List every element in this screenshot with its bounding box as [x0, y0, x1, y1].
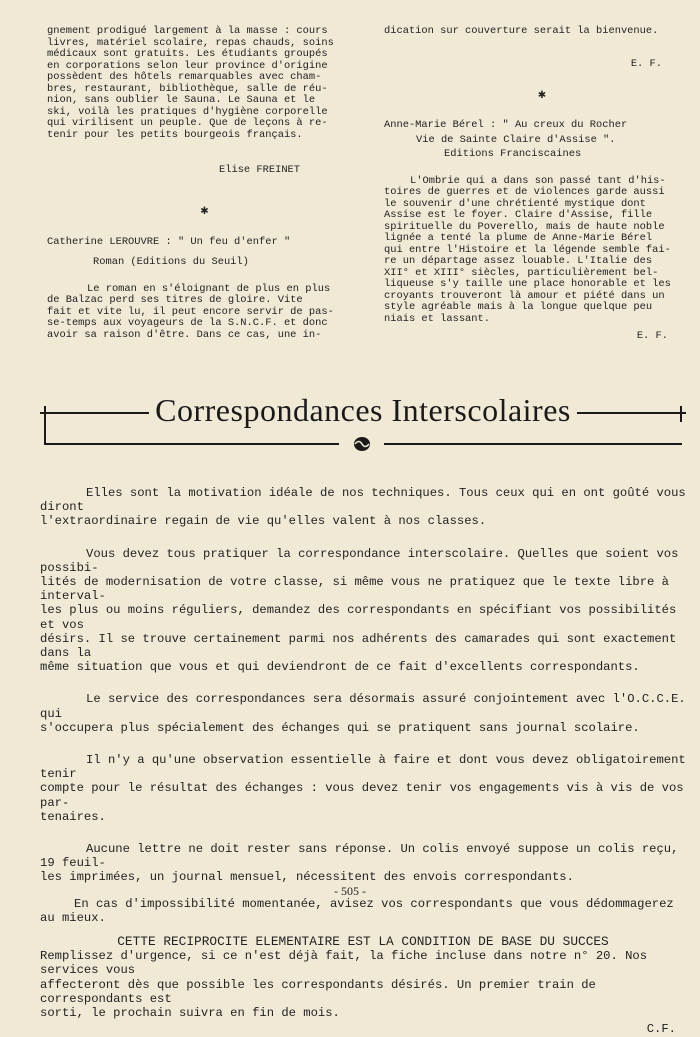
review-title: Vie de Sainte Claire d'Assise ".: [416, 133, 616, 146]
initials: E. F.: [636, 330, 668, 342]
review-title: Catherine LEROUVRE : " Un feu d'enfer ": [47, 235, 291, 248]
paragraph: Vous devez tous pratiquer la correspondance interscolaire. Quelles que soient vos possibi- lités de modernisation de votre classe, si même vous ne pratiquez que le texte libre à interval- les plus ou moins réguliers, demandez des correspondants en spécifiant vos possibilités et vos désirs. Il se trouve certainement parmi nos adhérents des camarades qui sont exactement dans la même situation que vous et qui deviendront de ce fait d'excellents correspondants.: [40, 546, 679, 675]
left-column: [47, 26, 362, 341]
paragraph: Remplissez d'urgence, si ce n'est déjà fait, la fiche incluse dans notre n° 20. Nos services vous affecteront dès que possible les correspondants désirés. Un premier train de correspondants est sorti, le prochain suivra en fin de mois.: [40, 949, 648, 1021]
review-publisher: Roman (Editions du Seuil): [93, 256, 249, 268]
paragraph: Le service des correspondances sera désormais assuré conjointement avec l'O.C.C.E. qui s'occupera plus spécialement des échanges qui se pratiquent sans journal scolaire.: [40, 692, 686, 735]
signature: Elise FREINET: [218, 164, 301, 176]
review-publisher: Editions Franciscaines: [444, 148, 582, 160]
review-body: L'Ombrie qui a dans son passé tant d'his- toires de guerres et de violences garde aussi le souvenir d'une chrétienté mystique dont Assise est le foyer. Claire d'Assise, fille spirituelle du Poverello, mais de haute noble lignée a tenté la plume de Anne-Marie Bérel qui entre l'Histoire et la légende semble fai- re un départage assez louable. L'Italie des XII° et XIII° siècles, particulièrement bel- liqueuse s'y taille une place honorable et les croyants trouveront là amour et piété dans un style agréable mais à la longue quelque peu niais et lassant.: [384, 174, 671, 325]
headline: CETTE RECIPROCITE ELEMENTAIRE EST LA CONDITION DE BASE DU SUCCES: [117, 934, 609, 950]
section-title: Correspondances Interscolaires: [149, 392, 577, 428]
review-title: Anne-Marie Bérel : " Au creux du Rocher: [384, 119, 628, 131]
ornament-icon: [352, 435, 372, 453]
paragraph: Il n'y a qu'une observation essentielle à faire et dont vous devez obligatoirement tenir compte pour le résultat des échanges : vous devez tenir vos engagements vis à vis de vos par- tenaires.: [40, 753, 686, 824]
section-body: [40, 486, 686, 1037]
paragraph: En cas d'impossibilité momentanée, avisez vos correspondants que vous dédommagerez au mieux.: [40, 896, 674, 925]
review-body: Le roman en s'éloignant de plus en plus de Balzac perd ses titres de gloire. Vite fait et vite lu, il peut encore servir de pas- se-temps aux voyageurs de la S.N.C.F. et donc avoir sa raison d'être. Dans ce cas, une in-: [47, 282, 334, 341]
paragraph: Aucune lettre ne doit rester sans réponse. Un colis envoyé suppose un colis reçu, 19 feuil- les imprimées, un journal mensuel, nécessitent des envois correspondants.: [40, 842, 679, 885]
rule-bottom-right: [384, 443, 682, 445]
right-column: [384, 26, 690, 343]
initials: E. F.: [630, 57, 662, 70]
section-title-banner: [40, 384, 686, 454]
star-separator: ✱: [538, 87, 546, 102]
page-number: - 505 -: [334, 884, 366, 898]
left-paragraph: gnement prodigué largement à la masse : cours livres, matériel scolaire, repas chauds, soins médicaux sont gratuits. Les étudiants groupés en corporations selon leur province d'origine possèdent des hôtels remarquables avec cham- bres, restaurant, bibliothèque, salle de réu- nion, sans oublier le Sauna. Le Sauna et le ski, voilà les pratiques d'hygiène corporelle qui virilisent un peuple. Que de leçons à re- tenir pour les petits bourgeois français.: [47, 25, 334, 141]
initials: C.F.: [646, 1022, 676, 1037]
rule-bottom-left: [44, 443, 339, 445]
paragraph: Elles sont la motivation idéale de nos techniques. Tous ceux qui en ont goûté vous diront l'extraordinaire regain de vie qu'elles valent à nos classes.: [40, 486, 686, 529]
right-paragraph: dication sur couverture serait la bienvenue.: [384, 25, 659, 37]
star-separator: ✱: [200, 202, 209, 218]
